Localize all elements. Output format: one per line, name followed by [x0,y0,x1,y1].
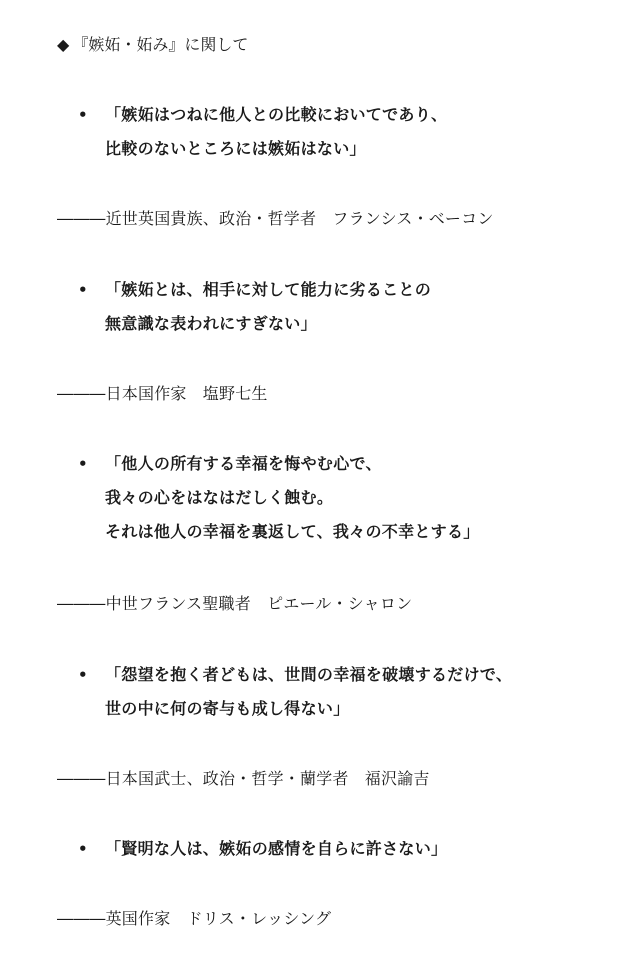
quote-line: 比較のないところには嫉妬はない」 [105,139,366,158]
quote-line: 無意識な表われにすぎない」 [105,314,317,333]
bullet-icon: • [78,666,88,684]
bullet-icon: • [78,281,88,299]
quote-line: 「怨望を抱く者どもは、世間の幸福を破壊するだけで、 [105,665,513,684]
quote-attribution-3: ―――中世フランス聖職者 ピエール・シャロン [57,594,413,613]
section-heading [57,33,248,57]
quote-attribution-1: ―――近世英国貴族、政治・哲学者 フランシス・ベーコン [57,209,494,228]
bullet-icon: • [78,455,88,473]
quote-line: 「他人の所有する幸福を悔やむ心で、 [105,454,382,473]
bullet-icon: • [78,840,88,858]
quote-attribution-5: ―――英国作家 ドリス・レッシング [57,909,332,928]
quote-line: 世の中に何の寄与も成し得ない」 [105,699,350,718]
quote-line: それは他人の幸福を裏返して、我々の不幸とする」 [105,522,480,541]
diamond-bullet-icon: ◆ [57,35,70,54]
quote-line: 「賢明な人は、嫉妬の感情を自らに許さない」 [105,839,448,858]
quote-attribution-4: ―――日本国武士、政治・哲学・蘭学者 福沢諭吉 [57,769,430,788]
quote-line: 「嫉妬とは、相手に対して能力に劣ることの [105,280,432,299]
quote-attribution-2: ―――日本国作家 塩野七生 [57,384,268,403]
quote-line: 我々の心をはなはだしく蝕む。 [105,488,334,507]
quote-line: 「嫉妬はつねに他人との比較においてであり、 [105,105,448,124]
section-heading-text: 『嫉妬・妬み』に関して [72,35,249,54]
bullet-icon: • [78,106,88,124]
